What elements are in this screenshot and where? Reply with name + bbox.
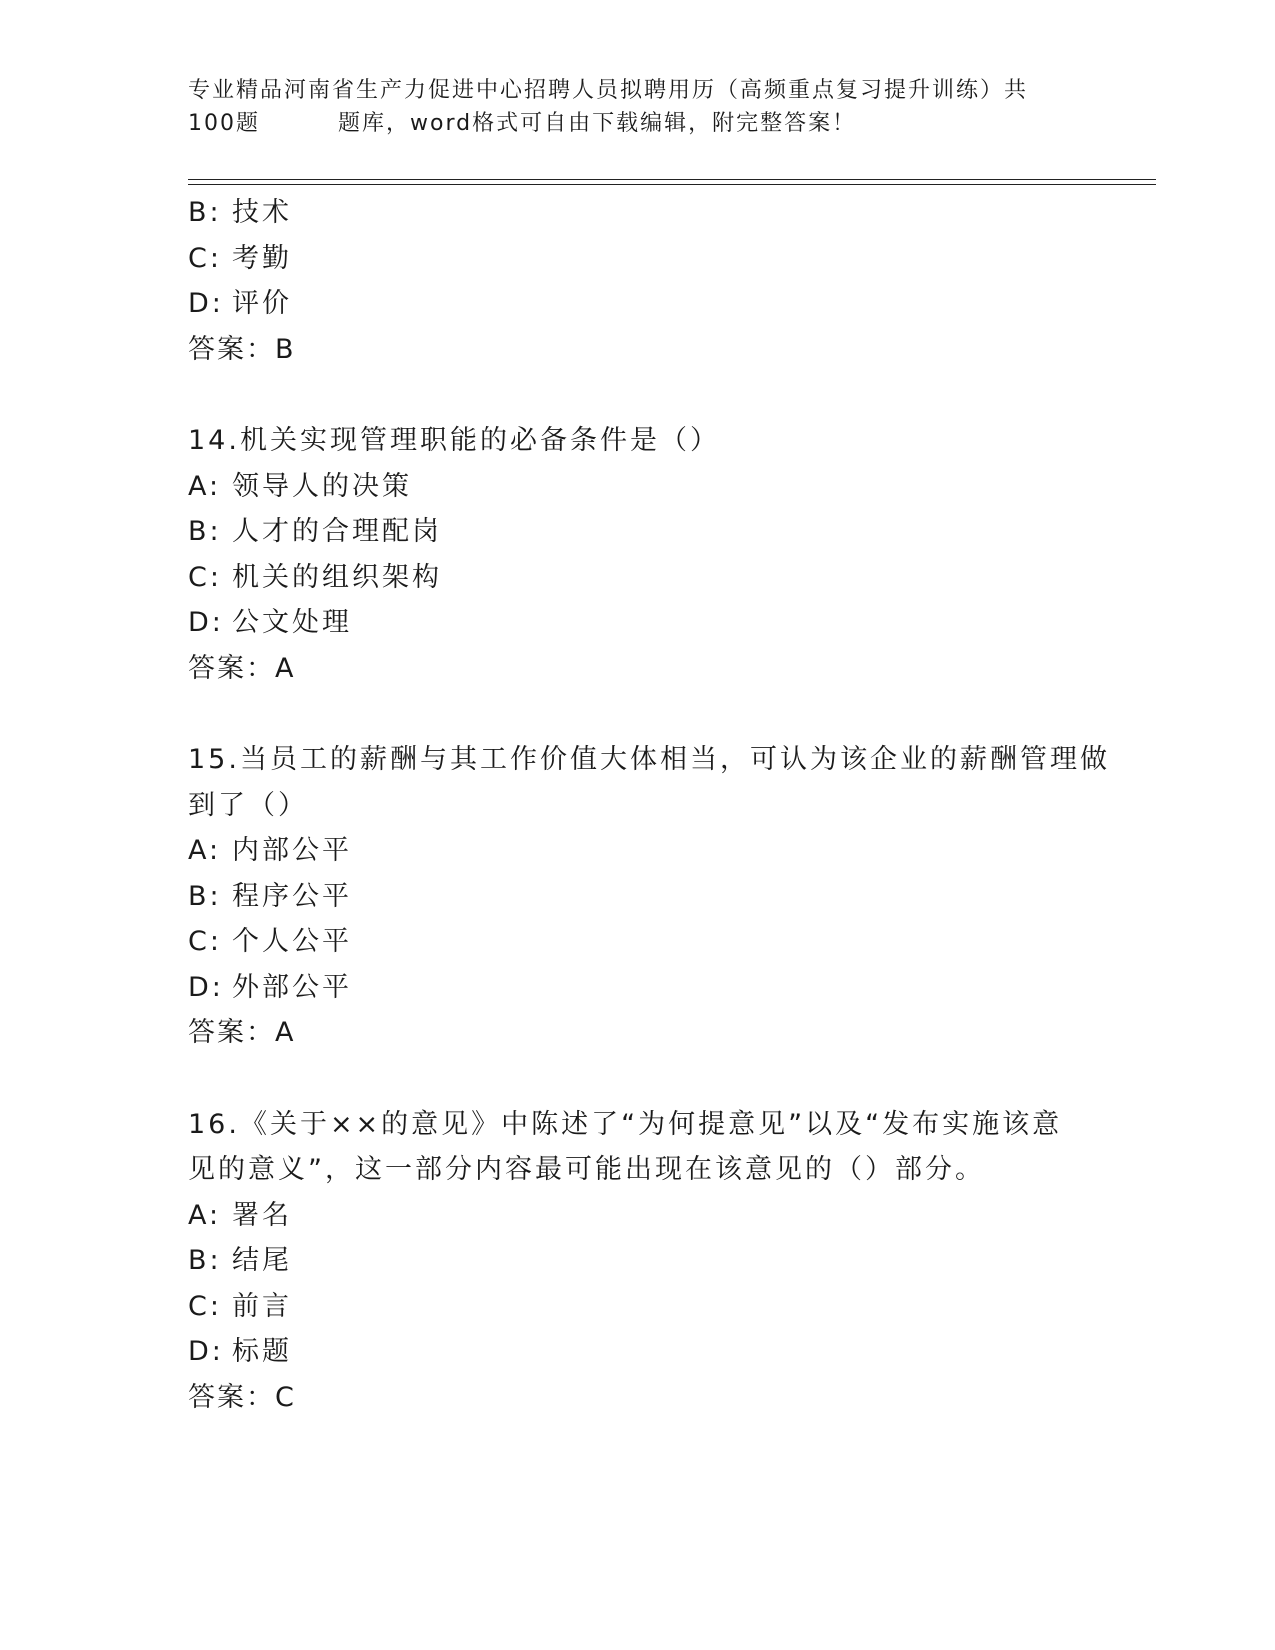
header-rule-top	[188, 179, 1156, 180]
option-b: B: 技术	[188, 197, 292, 228]
answer: 答案：B	[188, 333, 296, 365]
header-question-count: 100题	[188, 111, 260, 136]
option-a: A: 署名	[188, 1199, 292, 1231]
header-line-2	[188, 107, 1088, 140]
question-13-continued	[188, 190, 1088, 372]
header-description: 题库，word格式可自由下载编辑，附完整答案！	[338, 111, 857, 136]
answer: 答案：A	[188, 652, 296, 684]
question-list	[188, 190, 1110, 1420]
header-line-1: 专业精品河南省生产力促进中心招聘人员拟聘用历（高频重点复习提升训练）共	[188, 78, 1029, 103]
question-text: 14.机关实现管理职能的必备条件是（）	[188, 425, 720, 456]
option-c: C: 前言	[188, 1290, 292, 1322]
question-text: 15.当员工的薪酬与其工作价值大体相当，可认为该企业的薪酬管理做 到了（）	[188, 744, 1110, 821]
question-16	[188, 1102, 1088, 1421]
option-b: B: 程序公平	[188, 880, 352, 912]
question-14	[188, 418, 1088, 691]
question-15	[188, 737, 1110, 1056]
option-c: C: 机关的组织架构	[188, 561, 442, 593]
option-b: B: 人才的合理配岗	[188, 516, 442, 547]
question-text: 16.《关于××的意见》中陈述了“为何提意见”以及“发布实施该意 见的意义”，这一部分内容最可能出现在该意见的（）部分。	[188, 1108, 1063, 1185]
option-a: A: 领导人的决策	[188, 470, 412, 502]
option-d: D: 标题	[188, 1336, 292, 1367]
document-header	[188, 74, 1088, 140]
option-d: D: 评价	[188, 288, 292, 319]
answer: 答案：A	[188, 1017, 296, 1048]
option-d: D: 外部公平	[188, 971, 352, 1003]
option-b: B: 结尾	[188, 1245, 292, 1276]
option-a: A: 内部公平	[188, 835, 352, 866]
option-c: C: 个人公平	[188, 926, 352, 957]
answer: 答案：C	[188, 1381, 296, 1413]
option-c: C: 考勤	[188, 242, 292, 274]
header-rule-bottom	[188, 184, 1156, 185]
option-d: D: 公文处理	[188, 607, 352, 638]
